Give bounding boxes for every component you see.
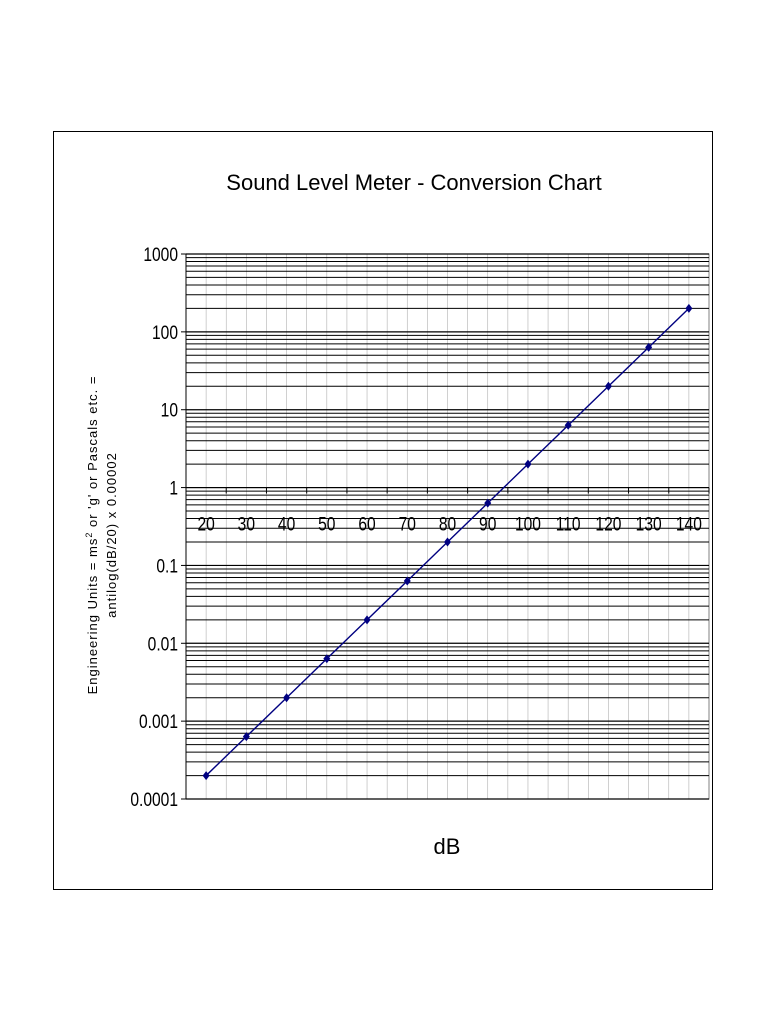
chart-frame: [53, 131, 713, 890]
y-axis-label-line1-rest: or 'g' or Pascals etc. =: [85, 375, 100, 532]
conversion-chart: [54, 132, 714, 891]
x-tick-label: 90: [479, 513, 497, 535]
y-tick-label: 0.001: [139, 710, 178, 733]
y-tick-label: 0.0001: [130, 788, 178, 811]
x-tick-label: 60: [358, 513, 376, 535]
svg-text:Engineering Units = ms2 or 'g': [84, 376, 100, 695]
x-tick-label: 130: [635, 513, 662, 535]
x-tick-label: 30: [237, 513, 256, 535]
x-tick-label: 110: [555, 513, 581, 535]
y-tick-label: 1: [169, 477, 178, 499]
x-tick-label: 120: [595, 513, 622, 535]
y-axis-label-line2: antilog(dB/20) x 0.00002: [104, 452, 119, 618]
x-tick-label: 50: [318, 513, 336, 535]
x-tick-label: 80: [438, 513, 457, 535]
x-tick-label: 20: [197, 513, 215, 535]
y-axis-label: [84, 376, 119, 695]
y-tick-label: 0.1: [156, 554, 178, 577]
x-tick-label: 140: [675, 513, 702, 535]
x-tick-label: 40: [277, 513, 296, 535]
chart-title: Sound Level Meter - Conversion Chart: [226, 170, 602, 195]
y-tick-label: 100: [152, 321, 178, 344]
y-axis-label-line1: Engineering Units = ms: [85, 537, 100, 695]
x-tick-label: 70: [398, 513, 416, 535]
y-tick-label: 0.01: [147, 632, 178, 655]
y-axis-label-sup: 2: [84, 531, 94, 538]
y-axis: [130, 244, 186, 811]
y-tick-label: 10: [160, 399, 178, 422]
x-axis-label: dB: [433, 834, 461, 859]
x-tick-label: 100: [514, 513, 541, 535]
y-tick-label: 1000: [143, 243, 178, 266]
